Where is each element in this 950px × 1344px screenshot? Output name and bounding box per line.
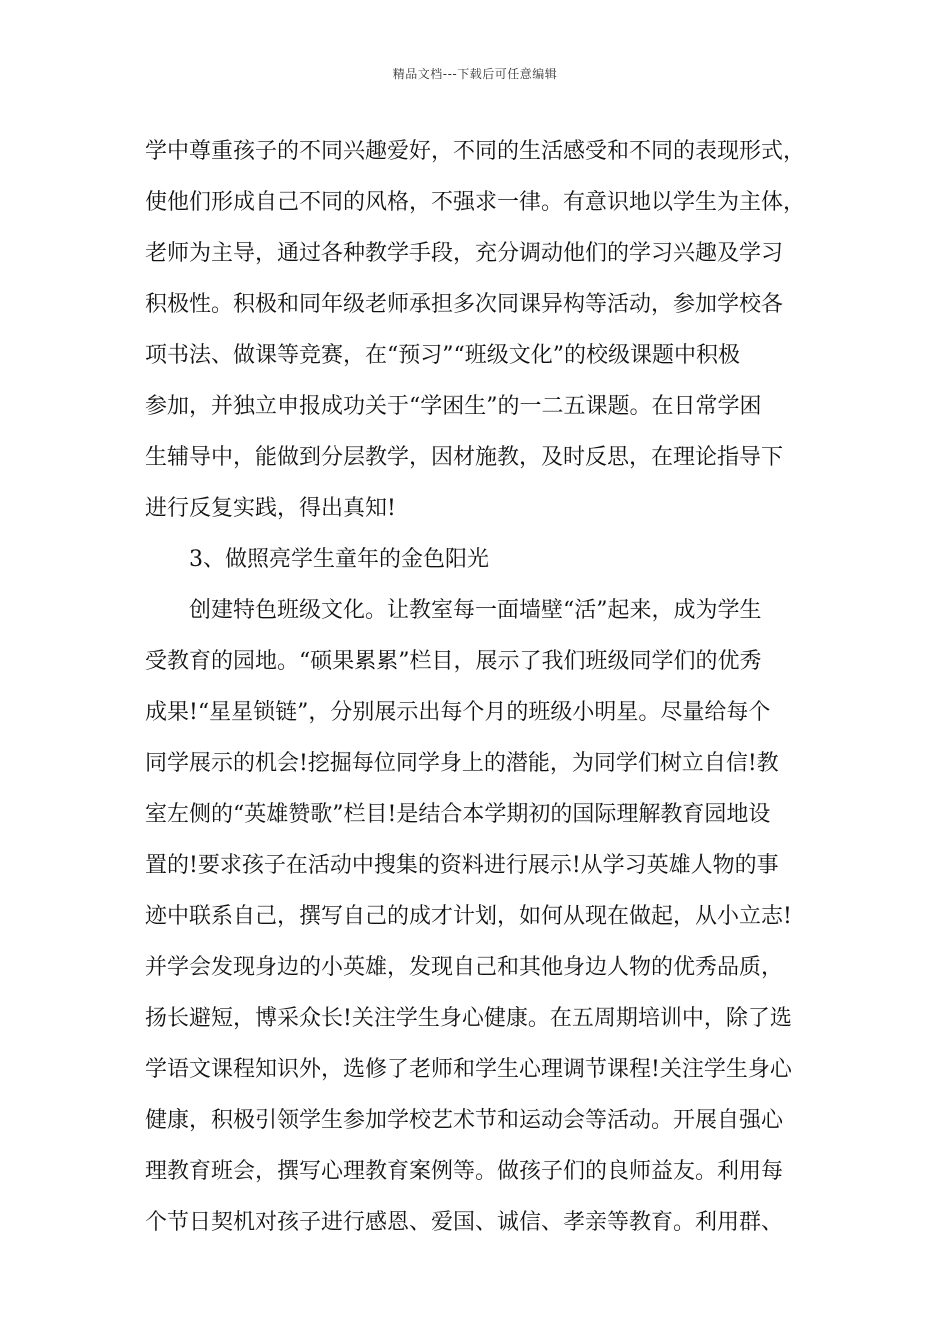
text-line: 使他们形成自己不同的风格，不强求一律。有意识地以学生为主体，	[145, 190, 806, 215]
text-line: 个节日契机对孩子进行感恩、爱国、诚信、孝亲等教育。利用群、	[145, 1210, 784, 1235]
text-line: 进行反复实践，得出真知!	[145, 496, 396, 521]
text-line: 同学展示的机会!挖掘每位同学身上的潜能，为同学们树立自信!教	[145, 751, 779, 776]
text-line: 置的!要求孩子在活动中搜集的资料进行展示!从学习英雄人物的事	[145, 853, 779, 878]
text-line: 积极性。积极和同年级老师承担多次同课异构等活动，参加学校各	[145, 292, 784, 317]
text-line: 学中尊重孩子的不同兴趣爱好，不同的生活感受和不同的表现形式，	[145, 139, 806, 164]
document-body	[145, 126, 825, 1248]
paragraph-first-line: 创建特色班级文化。让教室每一面墙壁“活”起来，成为学生	[189, 598, 762, 623]
text-line: 室左侧的“英雄赞歌”栏目!是结合本学期初的国际理解教育园地设	[145, 802, 771, 827]
text-line: 并学会发现身边的小英雄，发现自己和其他身边人物的优秀品质，	[145, 955, 784, 980]
text-line: 成果!“星星锁链”，分别展示出每个月的班级小明星。尽量给每个	[145, 700, 771, 725]
text-line: 项书法、做课等竞赛，在“预习”“班级文化”的校级课题中积极	[145, 343, 740, 368]
text-line: 受教育的园地。“硕果累累”栏目，展示了我们班级同学们的优秀	[145, 649, 762, 674]
section-heading: 3、做照亮学生童年的金色阳光	[189, 547, 489, 572]
text-line: 参加，并独立申报成功关于“学困生”的一二五课题。在日常学困	[145, 394, 762, 419]
text-line: 迹中联系自己，撰写自己的成才计划，如何从现在做起，从小立志!	[145, 904, 792, 929]
text-line: 健康，积极引领学生参加学校艺术节和运动会等活动。开展自强心	[145, 1108, 784, 1133]
text-line: 生辅导中，能做到分层教学，因材施教，及时反思，在理论指导下	[145, 445, 784, 470]
text-line: 扬长避短，博采众长!关注学生身心健康。在五周期培训中，除了选	[145, 1006, 792, 1031]
page-header: 精品文档---下载后可任意编辑	[392, 67, 558, 81]
text-line: 老师为主导，通过各种教学手段，充分调动他们的学习兴趣及学习	[145, 241, 784, 266]
text-line: 学语文课程知识外，选修了老师和学生心理调节课程!关注学生身心	[145, 1057, 792, 1082]
text-line: 理教育班会，撰写心理教育案例等。做孩子们的良师益友。利用每	[145, 1159, 784, 1184]
